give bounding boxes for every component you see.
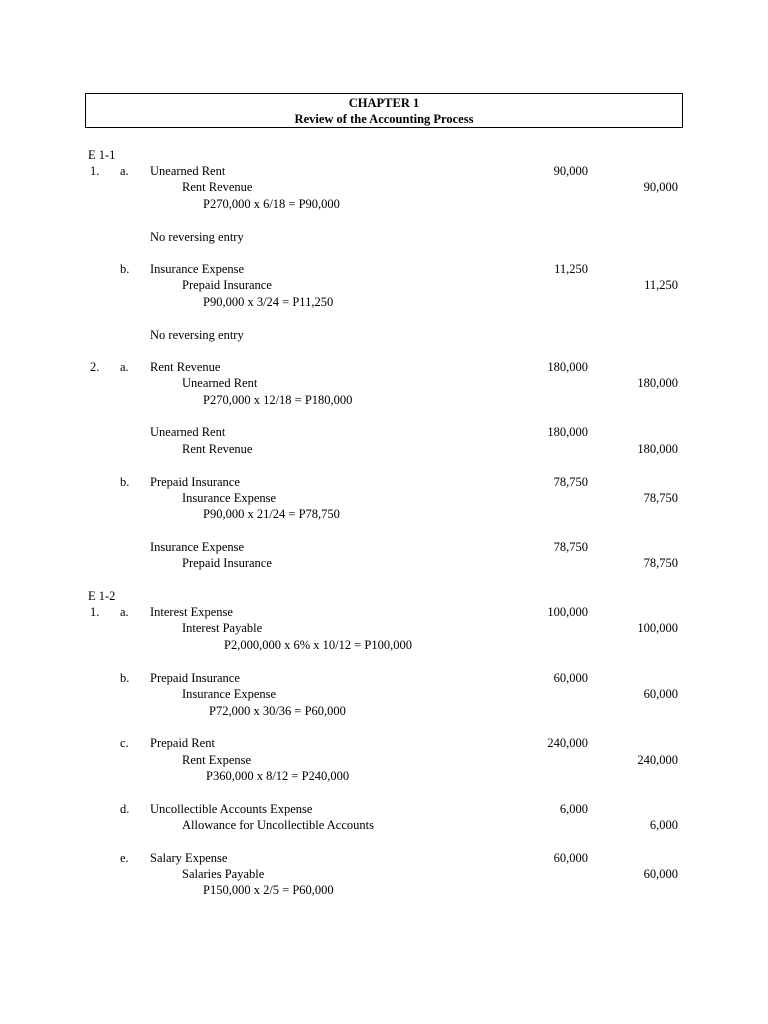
chapter-title: Review of the Accounting Process xyxy=(294,112,474,126)
debit-amount: 78,750 xyxy=(553,475,588,489)
debit-account: Prepaid Insurance xyxy=(150,671,240,685)
debit-amount: 78,750 xyxy=(553,540,588,554)
debit-amount: 180,000 xyxy=(547,425,588,439)
calculation: P90,000 x 21/24 = P78,750 xyxy=(203,507,340,521)
item-letter: e. xyxy=(120,851,129,865)
debit-account: Rent Revenue xyxy=(150,360,221,374)
section-label: E 1-2 xyxy=(88,589,116,603)
credit-account: Prepaid Insurance xyxy=(182,278,272,292)
item-number: 1. xyxy=(90,605,100,619)
debit-account: Prepaid Insurance xyxy=(150,475,240,489)
item-letter: a. xyxy=(120,605,129,619)
debit-amount: 11,250 xyxy=(554,262,588,276)
debit-amount: 180,000 xyxy=(547,360,588,374)
debit-account: Interest Expense xyxy=(150,605,233,619)
credit-account: Rent Revenue xyxy=(182,442,253,456)
debit-account: Insurance Expense xyxy=(150,262,245,276)
credit-amount: 180,000 xyxy=(637,442,678,456)
credit-amount: 240,000 xyxy=(637,753,678,767)
calculation: P72,000 x 30/36 = P60,000 xyxy=(209,704,346,718)
chapter-number: CHAPTER 1 xyxy=(348,96,420,110)
credit-amount: 100,000 xyxy=(637,621,678,635)
item-letter: b. xyxy=(120,475,130,489)
chapter-header xyxy=(85,93,683,128)
section-label: E 1-1 xyxy=(88,148,116,162)
item-number: 2. xyxy=(90,360,100,374)
credit-amount: 180,000 xyxy=(637,376,678,390)
item-letter: c. xyxy=(120,736,129,750)
credit-account: Insurance Expense xyxy=(182,687,277,701)
note: No reversing entry xyxy=(150,328,244,342)
credit-amount: 6,000 xyxy=(649,818,678,832)
debit-amount: 60,000 xyxy=(553,851,588,865)
credit-account: Rent Expense xyxy=(182,753,252,767)
credit-account: Salaries Payable xyxy=(182,867,265,881)
debit-account: Insurance Expense xyxy=(150,540,245,554)
debit-amount: 60,000 xyxy=(553,671,588,685)
credit-amount: 90,000 xyxy=(643,180,678,194)
credit-account: Prepaid Insurance xyxy=(182,556,272,570)
item-letter: d. xyxy=(120,802,130,816)
credit-amount: 60,000 xyxy=(643,687,678,701)
item-number: 1. xyxy=(90,164,100,178)
debit-account: Unearned Rent xyxy=(150,425,226,439)
calculation: P90,000 x 3/24 = P11,250 xyxy=(203,295,334,309)
debit-amount: 100,000 xyxy=(547,605,588,619)
credit-account: Insurance Expense xyxy=(182,491,277,505)
credit-amount: 60,000 xyxy=(643,867,678,881)
item-letter: b. xyxy=(120,262,130,276)
credit-account: Allowance for Uncollectible Accounts xyxy=(182,818,374,832)
calculation: P2,000,000 x 6% x 10/12 = P100,000 xyxy=(224,638,412,652)
debit-amount: 90,000 xyxy=(553,164,588,178)
calculation: P360,000 x 8/12 = P240,000 xyxy=(206,769,350,783)
note: No reversing entry xyxy=(150,230,244,244)
item-letter: a. xyxy=(120,164,129,178)
credit-amount: 78,750 xyxy=(643,491,678,505)
item-letter: b. xyxy=(120,671,130,685)
debit-account: Prepaid Rent xyxy=(150,736,215,750)
debit-account: Salary Expense xyxy=(150,851,228,865)
calculation: P150,000 x 2/5 = P60,000 xyxy=(203,883,334,897)
credit-amount: 78,750 xyxy=(643,556,678,570)
debit-account: Uncollectible Accounts Expense xyxy=(150,802,313,816)
credit-account: Rent Revenue xyxy=(182,180,253,194)
item-letter: a. xyxy=(120,360,129,374)
debit-amount: 6,000 xyxy=(559,802,588,816)
debit-account: Unearned Rent xyxy=(150,164,226,178)
calculation: P270,000 x 12/18 = P180,000 xyxy=(203,393,353,407)
calculation: P270,000 x 6/18 = P90,000 xyxy=(203,197,340,211)
debit-amount: 240,000 xyxy=(547,736,588,750)
credit-amount: 11,250 xyxy=(644,278,678,292)
credit-account: Unearned Rent xyxy=(182,376,258,390)
credit-account: Interest Payable xyxy=(182,621,263,635)
